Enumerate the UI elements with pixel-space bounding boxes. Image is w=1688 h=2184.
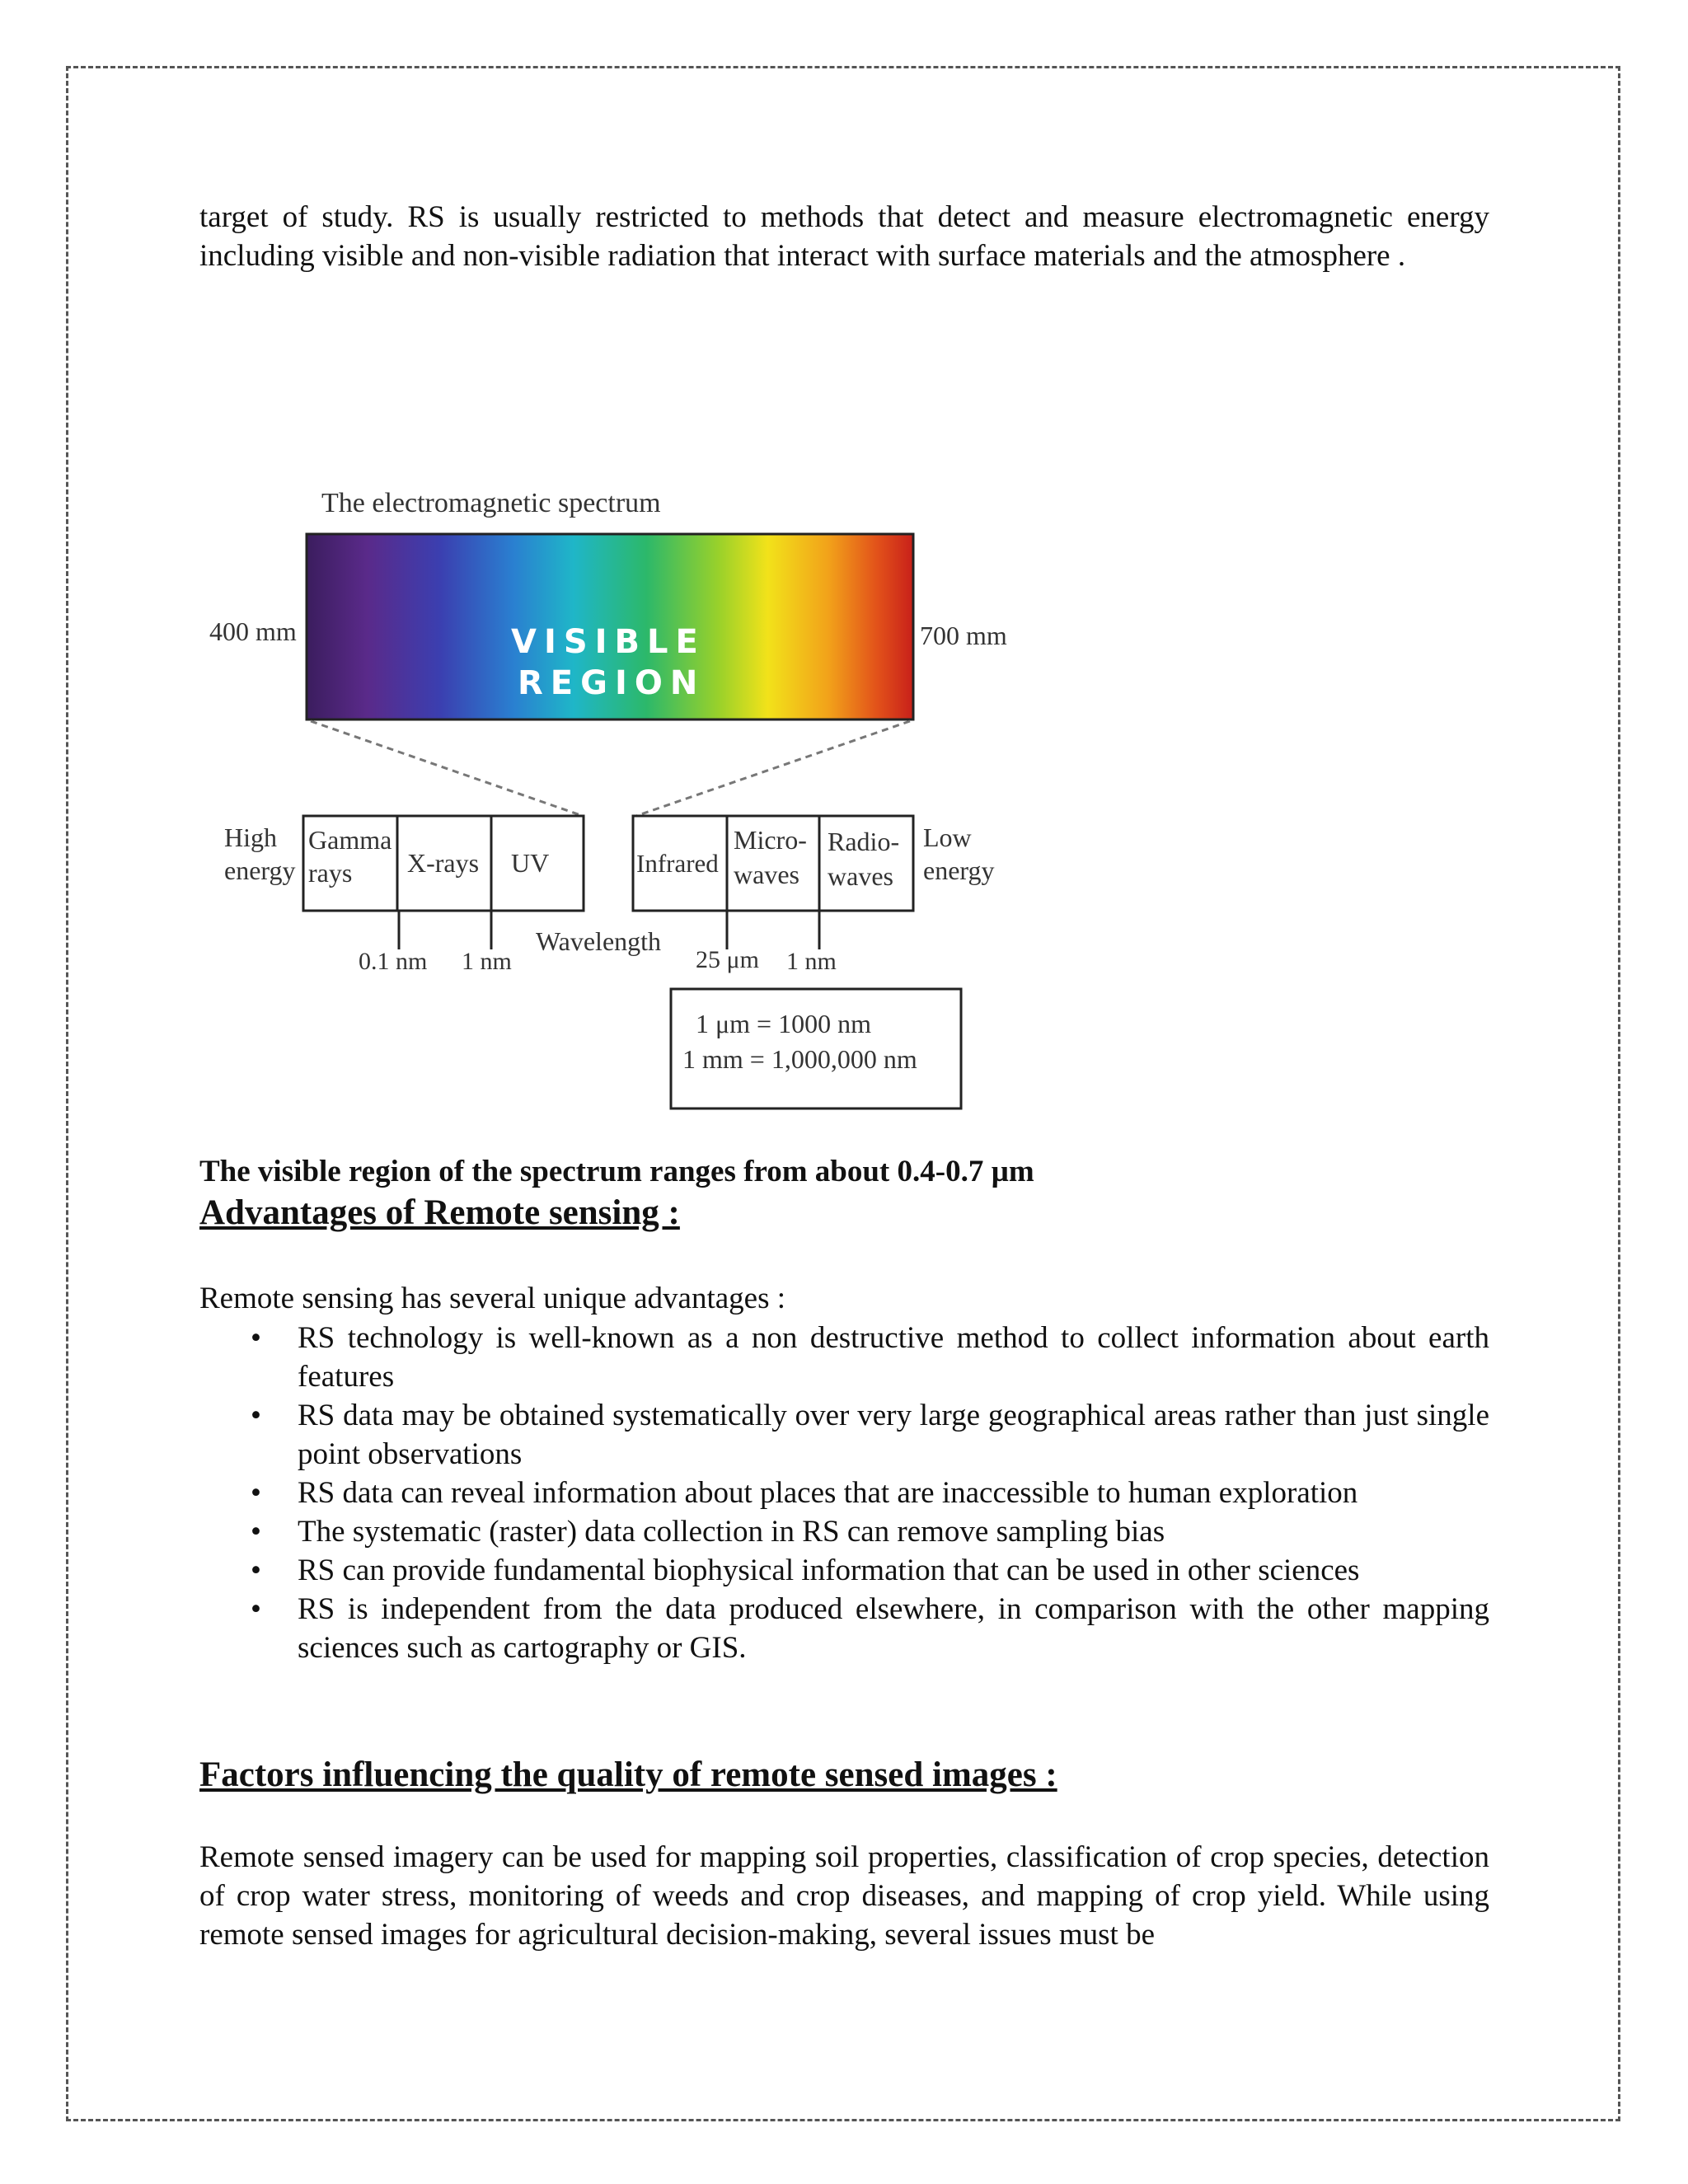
band-radio-line2: waves — [828, 861, 893, 891]
zoom-line-right — [636, 721, 910, 816]
bullet-icon: • — [251, 1515, 261, 1549]
advantages-intro: Remote sensing has several unique advantages : — [199, 1282, 786, 1315]
low-energy-label-2: energy — [923, 855, 995, 885]
bullet-icon: • — [251, 1554, 261, 1587]
list-item-text: RS can provide fundamental biophysical information that can be used in other sciences — [298, 1554, 1360, 1587]
tick-label-1nm-a: 1 nm — [462, 948, 512, 975]
band-micro-line1: Micro- — [734, 825, 807, 855]
factors-paragraph: Remote sensed imagery can be used for mapping soil properties, classification of crop species, detection of crop water stress, monitoring of weeds and crop diseases, and mapping of crop yield. While using remote sensed images for agricultural decision-making, several issues must be — [199, 1840, 1489, 1952]
list-item-text: RS technology is well-known as a non destructive method to collect information about earth features — [298, 1321, 1489, 1394]
figure-title: The electromagnetic spectrum — [321, 488, 661, 518]
bullet-icon: • — [251, 1476, 261, 1510]
band-xrays: X-rays — [407, 848, 480, 878]
tick-label-1nm-b: 1 nm — [786, 948, 837, 975]
factors-heading: Factors influencing the quality of remote sensed images : — [199, 1755, 1057, 1794]
list-item-text: RS is independent from the data produced elsewhere, in comparison with the other mapping sciences such as cartography or GIS. — [298, 1592, 1489, 1665]
band-radio-line1: Radio- — [828, 827, 900, 856]
em-spectrum-diagram — [199, 470, 1024, 1121]
band-infrared: Infrared — [636, 849, 719, 878]
advantages-heading: Advantages of Remote sensing : — [199, 1193, 680, 1232]
list-item — [199, 1319, 1489, 1396]
bullet-icon: • — [251, 1399, 261, 1432]
right-wavelength-label: 700 mm — [920, 621, 1007, 650]
right-band-group — [633, 816, 913, 911]
advantages-list — [199, 1319, 1489, 1667]
visible-label: VISIBLE — [511, 623, 706, 661]
figure-caption: The visible region of the spectrum ranges from about 0.4-0.7 µm — [199, 1155, 1034, 1188]
tick-label-25um: 25 μm — [696, 946, 759, 973]
left-wavelength-label: 400 mm — [209, 616, 297, 646]
low-energy-label-1: Low — [923, 823, 972, 852]
band-micro-line2: waves — [734, 860, 799, 889]
band-uv: UV — [511, 848, 550, 878]
intro-section — [199, 198, 1489, 275]
list-item-text: RS data may be obtained systematically over very large geographical areas rather than just single point observations — [298, 1399, 1489, 1471]
high-energy-label-2: energy — [224, 855, 296, 885]
bullet-icon: • — [251, 1592, 261, 1626]
em-spectrum-figure — [199, 470, 1024, 1121]
list-item — [199, 1551, 1489, 1590]
left-band-group — [303, 816, 584, 911]
list-item — [199, 1396, 1489, 1474]
conversion-line-2: 1 mm = 1,000,000 nm — [682, 1044, 917, 1074]
list-item-text: The systematic (raster) data collection in RS can remove sampling bias — [298, 1515, 1165, 1549]
bullet-icon: • — [251, 1321, 261, 1355]
wavelength-label: Wavelength — [536, 926, 662, 956]
high-energy-label-1: High — [224, 823, 277, 852]
intro-paragraph: target of study. RS is usually restricted to methods that detect and measure electromagnetic energy including visible and non-visible radiation that interact with surface materials and the atmosphere . — [199, 200, 1489, 273]
list-item — [199, 1474, 1489, 1512]
region-label: REGION — [518, 664, 706, 702]
zoom-line-left — [311, 721, 583, 816]
list-item-text: RS data can reveal information about places that are inaccessible to human exploration — [298, 1476, 1358, 1510]
band-gamma-line1: Gamma — [308, 825, 392, 855]
list-item — [199, 1512, 1489, 1551]
tick-label-01nm: 0.1 nm — [359, 948, 428, 975]
band-gamma-line2: rays — [308, 858, 353, 888]
list-item — [199, 1590, 1489, 1667]
conversion-line-1: 1 μm = 1000 nm — [696, 1009, 871, 1038]
